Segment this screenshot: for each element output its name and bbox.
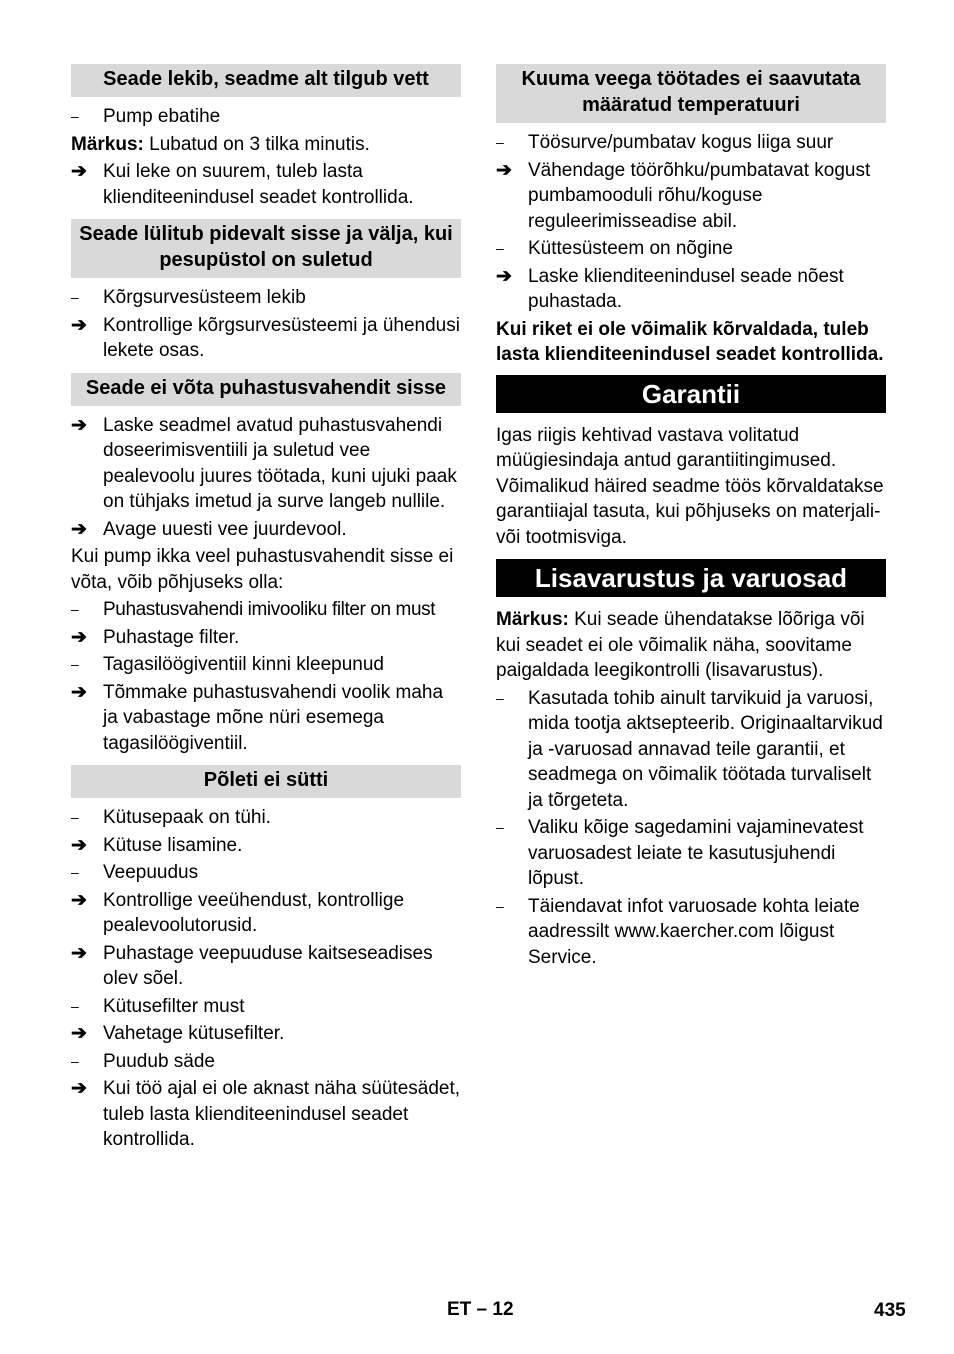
dash-marker: – bbox=[71, 656, 79, 672]
arrow-icon: ➔ bbox=[71, 1023, 87, 1044]
arrow-icon: ➔ bbox=[71, 518, 87, 540]
dash-marker: – bbox=[71, 997, 79, 1014]
arrow-icon: ➔ bbox=[71, 1078, 87, 1099]
section-heading-switching: Seade lülitub pidevalt sisse ja välja, kui pesupüstol on suletud bbox=[71, 219, 461, 278]
remedy-item bbox=[496, 264, 886, 315]
section-heading-temperature: Kuuma veega töötades ei saavutata määratud temperatuuri bbox=[496, 64, 886, 123]
section-heading-leak: Seade lekib, seadme alt tilgub vett bbox=[71, 64, 461, 97]
arrow-icon: ➔ bbox=[71, 834, 87, 856]
info-item bbox=[496, 894, 886, 971]
body-paragraph: Kui pump ikka veel puhastusvahendit sisse ei võta, võib põhjuseks olla: bbox=[71, 546, 454, 593]
cause-item bbox=[71, 860, 461, 886]
info-text: Kasutada tohib ainult tarvikuid ja varuosi, mida tootja aktsepteerib. Originaaltarvikud ja -varuosad annavad teile garantii, et seadmega on võimalik töötada turvaliselt ja tõrgeteta. bbox=[528, 687, 883, 811]
dash-marker: – bbox=[71, 809, 79, 825]
remedy-item bbox=[71, 159, 461, 210]
dash-marker: – bbox=[496, 819, 504, 835]
info-text: Valiku kõige sagedamini vajaminevatest varuosadest leiate te kasutusjuhendi lõpust. bbox=[528, 817, 864, 889]
cause-text: Töösurve/pumbatav kogus liiga suur bbox=[528, 132, 834, 153]
note-paragraph bbox=[496, 607, 886, 684]
info-item bbox=[496, 686, 886, 814]
cause-item bbox=[71, 104, 461, 130]
cause-text: Kütusepaak on tühi. bbox=[103, 807, 271, 828]
note-paragraph bbox=[71, 132, 461, 158]
remedy-item bbox=[71, 888, 461, 939]
cause-item bbox=[71, 805, 461, 831]
remedy-text: Kütuse lisamine. bbox=[103, 834, 243, 856]
arrow-icon: ➔ bbox=[71, 414, 87, 436]
right-column bbox=[496, 64, 886, 972]
remedy-item bbox=[71, 1021, 461, 1047]
arrow-icon: ➔ bbox=[71, 889, 87, 911]
remedy-item bbox=[71, 1076, 461, 1153]
page-number: 435 bbox=[874, 1300, 906, 1321]
cause-text: Tagasilöögiventiil kinni kleepunud bbox=[103, 654, 384, 675]
footer-language-page: ET – 12 bbox=[447, 1299, 514, 1320]
info-text: Täiendavat infot varuosade kohta leiate aadressilt www.kaercher.com lõigust Service. bbox=[528, 895, 860, 968]
dash-marker: – bbox=[496, 689, 504, 706]
note-text: Lubatud on 3 tilka minutis. bbox=[143, 133, 370, 155]
arrow-icon: ➔ bbox=[71, 681, 87, 703]
remedy-text: Kui leke on suurem, tuleb lasta klienditeenindusel seadet kontrollida. bbox=[103, 161, 414, 208]
remedy-item bbox=[71, 413, 461, 515]
remedy-text: Puhastage veepuuduse kaitseseadises olev sõel. bbox=[103, 942, 433, 989]
remedy-text: Kontrollige kõrgsurvesüsteemi ja ühendusi lekete osas. bbox=[103, 314, 460, 361]
cause-text: Kütusefilter must bbox=[103, 995, 245, 1017]
note-label: Märkus: bbox=[496, 609, 569, 630]
remedy-item bbox=[71, 941, 461, 992]
remedy-text: Avage uuesti vee juurdevool. bbox=[103, 518, 347, 540]
arrow-icon: ➔ bbox=[71, 942, 87, 964]
remedy-item bbox=[71, 680, 461, 757]
cause-item bbox=[71, 652, 461, 678]
info-item bbox=[496, 815, 886, 892]
cause-text: Pump ebatihe bbox=[103, 106, 221, 127]
dash-marker: – bbox=[71, 108, 79, 124]
arrow-icon: ➔ bbox=[71, 314, 87, 336]
cause-item bbox=[496, 236, 886, 262]
dash-marker: – bbox=[496, 897, 504, 914]
remedy-text: Laske klienditeenindusel seade nõest puhastada. bbox=[528, 265, 844, 312]
remedy-item bbox=[71, 625, 461, 651]
cause-item bbox=[71, 1049, 461, 1075]
remedy-text: Kontrollige veeühendust, kontrollige pealevoolutorusid. bbox=[103, 889, 405, 936]
cause-item bbox=[71, 597, 461, 623]
dash-marker: – bbox=[71, 289, 79, 305]
section-heading-burner: Põleti ei sütti bbox=[71, 765, 461, 798]
dash-marker: – bbox=[71, 601, 79, 617]
cause-text: Küttesüsteem on nõgine bbox=[528, 238, 733, 259]
cause-text: Puhastusvahendi imivooliku filter on must bbox=[103, 599, 436, 620]
note-text: Kui seade ühendatakse lõõriga või kui seadet ei ole võimalik näha, soovitame paigaldada leegikontrolli (lisavarustus). bbox=[496, 609, 865, 681]
dash-marker: – bbox=[496, 134, 504, 150]
remedy-item bbox=[71, 313, 461, 364]
service-notice: Kui riket ei ole võimalik kõrvaldada, tuleb lasta klienditeenindusel seadet kontrollida. bbox=[496, 318, 884, 365]
dash-marker: – bbox=[496, 240, 504, 256]
warranty-paragraph: Igas riigis kehtivad vastava volitatud müügiesindaja antud garantiitingimused. Võimalikud häired seadme töös kõrvaldatakse garantiiajal tasuta, kui põhjuseks on materjali- või tootmisviga. bbox=[496, 424, 884, 548]
remedy-text: Tõmmake puhastusvahendi voolik maha ja vabastage mõne nüri esemega tagasilöögiventiil. bbox=[103, 681, 444, 754]
arrow-icon: ➔ bbox=[496, 159, 512, 181]
remedy-text: Kui töö ajal ei ole aknast näha süütesädet, tuleb lasta klienditeenindusel seadet kontrollida. bbox=[103, 1078, 461, 1150]
arrow-icon: ➔ bbox=[496, 265, 512, 287]
arrow-icon: ➔ bbox=[71, 161, 87, 182]
remedy-text: Vähendage töörõhku/pumbatavat kogust pumbamooduli rõhu/koguse reguleerimisseadise abil. bbox=[528, 159, 871, 232]
cause-item bbox=[71, 994, 461, 1020]
remedy-text: Laske seadmel avatud puhastusvahendi doseerimisventiili ja suletud vee pealevoolu juures töötada, kuni ujuki paak on tühjaks imetud ja surve langeb nullile. bbox=[103, 414, 457, 512]
cause-text: Veepuudus bbox=[103, 862, 199, 883]
remedy-item bbox=[71, 517, 461, 543]
left-column bbox=[71, 64, 461, 1155]
remedy-item bbox=[496, 158, 886, 235]
section-heading-detergent: Seade ei võta puhastusvahendit sisse bbox=[71, 373, 461, 406]
remedy-text: Puhastage filter. bbox=[103, 626, 240, 648]
section-band-accessories: Lisavarustus ja varuosad bbox=[496, 559, 886, 597]
arrow-icon: ➔ bbox=[71, 626, 87, 648]
cause-item bbox=[71, 285, 461, 311]
cause-text: Kõrgsurvesüsteem lekib bbox=[103, 287, 306, 308]
dash-marker: – bbox=[71, 864, 79, 880]
cause-item bbox=[496, 130, 886, 156]
dash-marker: – bbox=[71, 1052, 79, 1069]
note-label: Märkus: bbox=[71, 133, 144, 155]
remedy-text: Vahetage kütusefilter. bbox=[103, 1023, 285, 1044]
section-band-garantii: Garantii bbox=[496, 375, 886, 413]
remedy-item bbox=[71, 833, 461, 859]
cause-text: Puudub säde bbox=[103, 1050, 215, 1072]
